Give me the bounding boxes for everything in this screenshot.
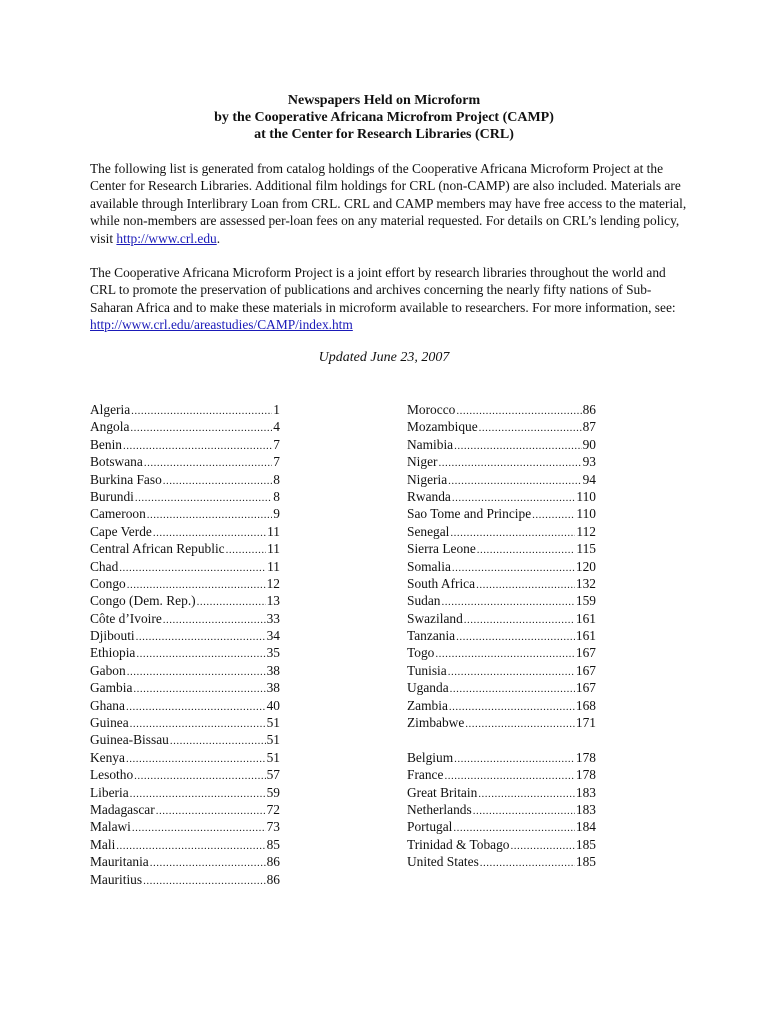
dot-leader: [473, 805, 575, 817]
index-entry-page: 94: [582, 471, 596, 487]
dot-leader: [153, 527, 266, 539]
index-entry-page: 9: [273, 506, 280, 522]
dot-leader: [197, 596, 266, 608]
index-entry-page: 161: [575, 610, 596, 626]
index-entry-name: Sierra Leone: [407, 541, 476, 557]
dot-leader: [479, 422, 582, 434]
dot-leader: [126, 701, 266, 713]
index-entry-name: Portugal: [407, 819, 453, 835]
index-entry: [407, 854, 596, 871]
index-entry-name: Rwanda: [407, 488, 451, 504]
dot-leader: [510, 840, 574, 852]
index-entry-page: 51: [266, 732, 280, 748]
index-entry-page: 7: [273, 436, 280, 452]
index-entry-name: Ethiopia: [90, 645, 136, 661]
index-entry-page: 11: [267, 558, 280, 574]
dot-leader: [126, 753, 266, 765]
index-entry-name: Liberia: [90, 784, 129, 800]
index-entry-name: Trinidad & Tobago: [407, 836, 510, 852]
index-entry-page: 168: [575, 697, 596, 713]
camp-link[interactable]: http://www.crl.edu/areastudies/CAMP/index.htm: [90, 317, 353, 333]
dot-leader: [163, 614, 266, 626]
index-entry: [407, 472, 596, 489]
dot-leader: [448, 475, 581, 487]
index-entry: [407, 576, 596, 593]
index-entry: [407, 611, 596, 628]
index-entry: [407, 541, 596, 558]
index-entry: [90, 680, 280, 697]
index-entry-name: Uganda: [407, 680, 449, 696]
dot-leader: [143, 875, 266, 887]
index-entry: [90, 593, 280, 610]
dot-leader: [448, 666, 575, 678]
index-entry-name: Kenya: [90, 749, 125, 765]
dot-leader: [130, 718, 266, 730]
index-entry: [90, 854, 280, 871]
index-entry: [90, 541, 280, 558]
index-entry-page: 8: [273, 488, 280, 504]
index-entry-page: 183: [575, 801, 596, 817]
index-column-left: [90, 402, 280, 889]
index-entry-page: 59: [266, 784, 280, 800]
index-entry-name: Senegal: [407, 523, 450, 539]
index-entry-name: Malawi: [90, 819, 131, 835]
dot-leader: [452, 562, 575, 574]
index-entry-name: Somalia: [407, 558, 451, 574]
index-column-right: [407, 402, 596, 872]
index-entry-page: 33: [266, 610, 280, 626]
dot-leader: [477, 544, 576, 556]
index-entry: [90, 454, 280, 471]
dot-leader: [156, 805, 266, 817]
index-entry-page: 183: [575, 784, 596, 800]
index-entry: [90, 785, 280, 802]
index-entry-page: 184: [575, 819, 596, 835]
index-entry: [407, 593, 596, 610]
dot-leader: [456, 405, 581, 417]
index-entry: [90, 402, 280, 419]
index-entry: [407, 767, 596, 784]
index-entry-name: Djibouti: [90, 628, 135, 644]
dot-leader: [127, 666, 266, 678]
title-line-3: at the Center for Research Libraries (CRL): [254, 127, 514, 142]
index-entry-name: Namibia: [407, 436, 454, 452]
index-entry-name: Gabon: [90, 662, 126, 678]
index-entry-page: 171: [575, 715, 596, 731]
index-entry: [90, 750, 280, 767]
dot-leader: [144, 457, 272, 469]
index-entry: [90, 524, 280, 541]
index-entry-name: Burkina Faso: [90, 471, 162, 487]
index-entry-page: 57: [266, 767, 280, 783]
index-entry: [90, 645, 280, 662]
dot-leader: [450, 527, 575, 539]
index-entry-page: 120: [575, 558, 596, 574]
dot-leader: [439, 457, 582, 469]
index-entry-page: 86: [582, 402, 596, 417]
about-paragraph: [90, 264, 690, 334]
dot-leader: [134, 770, 265, 782]
index-entry-name: Gambia: [90, 680, 133, 696]
index-entry-name: Congo (Dem. Rep.): [90, 593, 196, 609]
index-entry-name: Cape Verde: [90, 523, 152, 539]
index-entry-page: 93: [582, 454, 596, 470]
index-entry: [407, 419, 596, 436]
index-entry: [407, 663, 596, 680]
index-entry-name: Mauritania: [90, 854, 149, 870]
dot-leader: [136, 648, 265, 660]
index-entry-page: 85: [266, 836, 280, 852]
index-entry-name: Guinea: [90, 715, 129, 731]
index-entry: [407, 559, 596, 576]
index-entry: [407, 489, 596, 506]
index-entry-name: Morocco: [407, 402, 456, 417]
index-entry-page: 178: [575, 767, 596, 783]
index-entry-name: Cameroon: [90, 506, 146, 522]
index-entry-name: Sudan: [407, 593, 441, 609]
index-entry: [407, 437, 596, 454]
crl-link[interactable]: http://www.crl.edu: [116, 230, 217, 246]
index-entry: [407, 785, 596, 802]
dot-leader: [226, 544, 266, 556]
dot-leader: [123, 440, 272, 452]
dot-leader: [116, 840, 265, 852]
index-entry-name: Great Britain: [407, 784, 478, 800]
index-entry-name: Tunisia: [407, 662, 447, 678]
dot-leader: [453, 822, 575, 834]
index-entry: [90, 698, 280, 715]
dot-leader: [163, 475, 273, 487]
dot-leader: [127, 579, 266, 591]
index-entry: [90, 802, 280, 819]
index-entry: [407, 819, 596, 836]
index-entry-page: 185: [575, 836, 596, 852]
dot-leader: [464, 614, 575, 626]
index-entry-name: Tanzania: [407, 628, 456, 644]
intro-text: The following list is generated from catalog holdings of the Cooperative Africana Microform Project at the Center for Research Libraries. Additional film holdings for CRL (non-CAMP) are also included. Materials are available through Interlibrary Loan from CRL. CRL and CAMP members may have free access to the material, while non-members are assessed per-loan fees on any material requested. For details on CRL’s lending policy, visit: [90, 161, 687, 246]
dot-leader: [133, 683, 265, 695]
index-entry: [407, 698, 596, 715]
index-entry: [90, 506, 280, 523]
updated-date: Updated June 23, 2007: [318, 350, 450, 365]
index-entry-page: 1: [273, 402, 280, 417]
index-entry-page: 11: [267, 541, 280, 557]
index-entry: [407, 506, 596, 523]
index-entry: [407, 402, 596, 419]
index-entry-name: Lesotho: [90, 767, 134, 783]
index-entry-page: 87: [582, 419, 596, 435]
index-entry-page: 73: [266, 819, 280, 835]
index-entry: [407, 715, 596, 732]
index-entry-name: United States: [407, 854, 479, 870]
dot-leader: [130, 788, 266, 800]
index-entry-page: 38: [266, 680, 280, 696]
index-entry-page: 167: [575, 680, 596, 696]
index-entry: [407, 524, 596, 541]
dot-leader: [480, 857, 575, 869]
index-entry-page: 13: [266, 593, 280, 609]
index-entry-name: Madagascar: [90, 801, 155, 817]
index-entry-page: 51: [266, 749, 280, 765]
dot-leader: [136, 631, 266, 643]
index-entry-page: 185: [575, 854, 596, 870]
index-entry-page: 161: [575, 628, 596, 644]
dot-leader: [135, 492, 272, 504]
index-entry: [90, 489, 280, 506]
index-entry-page: 132: [575, 575, 596, 591]
dot-leader: [450, 683, 575, 695]
intro-paragraph: [90, 160, 690, 247]
index-entry: [90, 419, 280, 436]
index-entry-name: Algeria: [90, 402, 131, 417]
index-entry: [90, 767, 280, 784]
index-entry: [90, 472, 280, 489]
index-entry-page: 7: [273, 454, 280, 470]
dot-leader: [454, 753, 575, 765]
dot-leader: [532, 509, 575, 521]
index-entry-name: Mali: [90, 836, 116, 852]
index-entry-page: 4: [273, 419, 280, 435]
index-entry-page: 110: [576, 488, 596, 504]
dot-leader: [132, 822, 266, 834]
index-entry-name: South Africa: [407, 575, 476, 591]
index-entry-page: 12: [266, 575, 280, 591]
index-entry-page: 51: [266, 715, 280, 731]
index-entry: [90, 559, 280, 576]
index-entry-page: 167: [575, 645, 596, 661]
dot-leader: [452, 492, 576, 504]
index-entry: [90, 732, 280, 749]
index-entry-name: Nigeria: [407, 471, 448, 487]
index-entry-name: Belgium: [407, 749, 454, 765]
index-entry-page: 40: [266, 697, 280, 713]
index-entry: [90, 715, 280, 732]
dot-leader: [478, 788, 575, 800]
index-entry-name: Togo: [407, 645, 435, 661]
index-entry-name: Sao Tome and Principe: [407, 506, 532, 522]
index-entry: [90, 837, 280, 854]
intro-text-end: .: [216, 230, 221, 246]
index-entry: [407, 837, 596, 854]
index-entry-name: Angola: [90, 419, 130, 435]
index-entry-name: Netherlands: [407, 801, 472, 817]
dot-leader: [465, 718, 575, 730]
index-entry-page: 86: [266, 871, 280, 887]
index-entry-name: Mauritius: [90, 871, 143, 887]
index-entry-page: 34: [266, 628, 280, 644]
index-entry: [407, 645, 596, 662]
index-entry-page: 86: [266, 854, 280, 870]
index-entry-name: Chad: [90, 558, 119, 574]
index-entry-name: Benin: [90, 436, 122, 452]
index-entry: [407, 802, 596, 819]
index-entry-page: 38: [266, 662, 280, 678]
index-entry-page: 35: [266, 645, 280, 661]
index-entry-name: Central African Republic: [90, 541, 225, 557]
index-entry: [90, 628, 280, 645]
index-entry: [407, 454, 596, 471]
index-entry-page: 110: [576, 506, 596, 522]
index-entry-page: 115: [576, 541, 596, 557]
dot-leader: [476, 579, 575, 591]
index-entry-name: Côte d’Ivoire: [90, 610, 162, 626]
index-entry: [90, 872, 280, 889]
index-entry-name: Congo: [90, 575, 126, 591]
index-entry-name: Niger: [407, 454, 438, 470]
index-entry-name: Zimbabwe: [407, 715, 465, 731]
title-line-2: by the Cooperative Africana Microfrom Project (CAMP): [214, 110, 554, 125]
index-entry-page: 167: [575, 662, 596, 678]
dot-leader: [454, 440, 582, 452]
dot-leader: [456, 631, 575, 643]
index-entry: [90, 576, 280, 593]
index-entry-name: Burundi: [90, 488, 134, 504]
document-title: [0, 92, 768, 143]
index-entry: [407, 680, 596, 697]
index-entry-page: 72: [266, 801, 280, 817]
index-entry: [407, 750, 596, 767]
about-text: The Cooperative Africana Microform Project is a joint effort by research libraries throughout the world and CRL to promote the preservation of publications and archives concerning the nearly fifty nations of Sub-Saharan Africa and to make these materials in microform available to researchers. For more information, see:: [90, 265, 676, 315]
index-entry-name: Ghana: [90, 697, 125, 713]
dot-leader: [170, 735, 266, 747]
index-entry-page: 178: [575, 749, 596, 765]
index-entry: [90, 663, 280, 680]
index-entry-name: France: [407, 767, 444, 783]
index-entry: [407, 628, 596, 645]
dot-leader: [441, 596, 574, 608]
index-entry-page: 159: [575, 593, 596, 609]
dot-leader: [119, 562, 266, 574]
dot-leader: [147, 509, 273, 521]
index-entry-name: Swaziland: [407, 610, 463, 626]
index-entry-page: 90: [582, 436, 596, 452]
title-line-1: Newspapers Held on Microform: [287, 93, 481, 108]
dot-leader: [130, 422, 272, 434]
index-entry-name: Botswana: [90, 454, 143, 470]
index-entry: [90, 819, 280, 836]
dot-leader: [444, 770, 574, 782]
index-entry-page: 11: [267, 523, 280, 539]
index-entry-name: Zambia: [407, 697, 448, 713]
index-entry-page: 112: [576, 523, 596, 539]
index-entry-page: 8: [273, 471, 280, 487]
index-entry: [90, 437, 280, 454]
dot-leader: [150, 857, 266, 869]
index-entry-name: Mozambique: [407, 419, 478, 435]
section-gap: [407, 732, 596, 749]
index-entry-name: Guinea-Bissau: [90, 732, 169, 748]
dot-leader: [449, 701, 575, 713]
dot-leader: [131, 405, 272, 417]
dot-leader: [435, 648, 575, 660]
index-entry: [90, 611, 280, 628]
